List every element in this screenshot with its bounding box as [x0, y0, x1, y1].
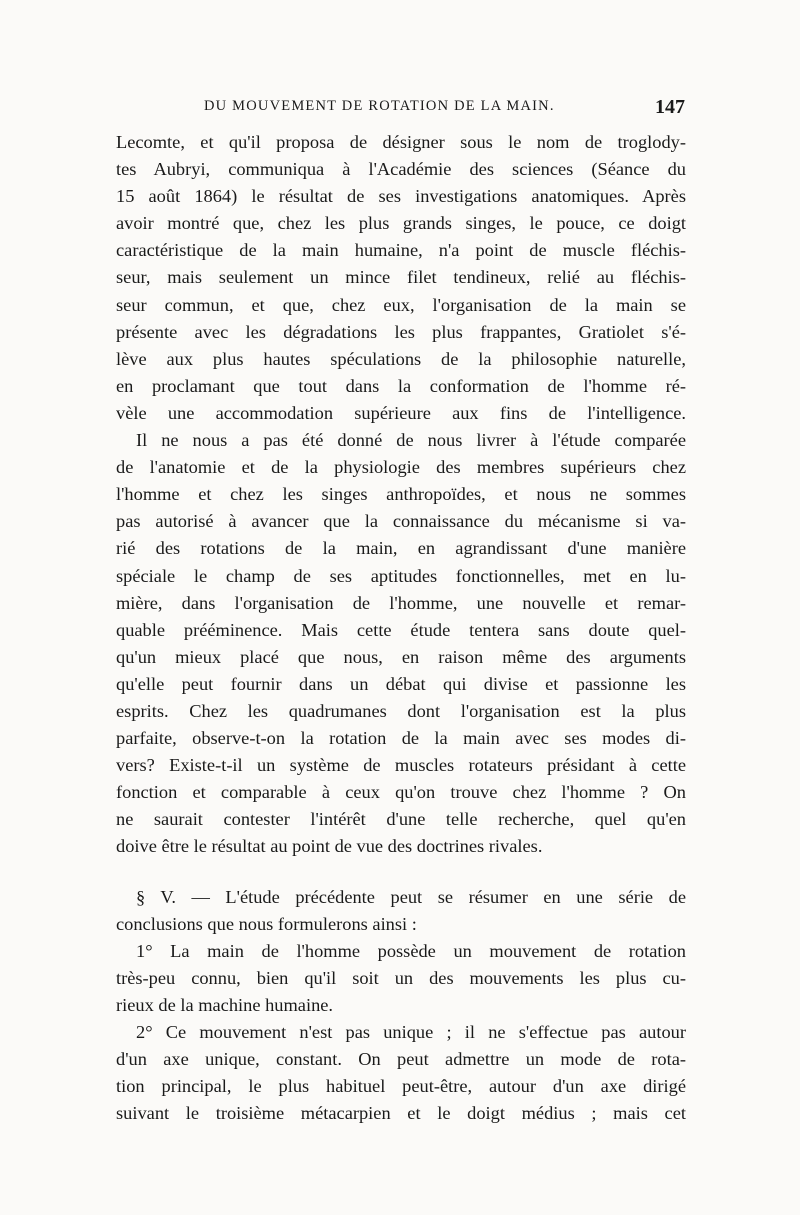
text-line: de l'anatomie et de la physiologie des membres supérieurs chez — [116, 457, 686, 478]
text-line: esprits. Chez les quadrumanes dont l'organisation est la plus — [116, 700, 686, 721]
text-line: rieux de la machine humaine. — [116, 994, 334, 1015]
running-head — [118, 96, 685, 120]
running-title: DU MOUVEMENT DE ROTATION DE LA MAIN. — [204, 98, 555, 114]
text-line: Lecomte, et qu'il proposa de désigner sous le nom de troglody- — [116, 132, 686, 152]
text-line: conclusions que nous formulerons ainsi : — [116, 913, 417, 934]
text-line: vèle une accommodation supérieure aux fins de l'intelligence. — [116, 402, 686, 423]
text-line: mière, dans l'organisation de l'homme, une nouvelle et remar- — [116, 592, 686, 613]
text-line: tes Aubryi, communiqua à l'Académie des sciences (Séance du — [116, 159, 686, 180]
text-line: parfaite, observe-t-on la rotation de la main avec ses modes di- — [116, 728, 686, 749]
text-line: avoir montré que, chez les plus grands singes, le pouce, ce doigt — [116, 213, 686, 234]
text-line: spéciale le champ de ses aptitudes fonctionnelles, met en lu- — [116, 565, 686, 586]
paragraph — [116, 129, 686, 427]
text-line: suivant le troisième métacarpien et le doigt médius ; mais cet — [116, 1103, 686, 1124]
text-line: quable prééminence. Mais cette étude tentera sans doute quel- — [116, 619, 686, 640]
text-line: vers? Existe-t-il un système de muscles rotateurs présidant à cette — [116, 755, 686, 776]
text-line: Il ne nous a pas été donné de nous livrer à l'étude comparée — [136, 430, 686, 451]
text-line: l'homme et chez les singes anthropoïdes, et nous ne sommes — [116, 484, 686, 505]
text-line: 2° Ce mouvement n'est pas unique ; il ne s'effectue pas autour — [136, 1022, 686, 1042]
text-line: ne saurait contester l'intérêt d'une telle recherche, quel qu'en — [116, 809, 686, 830]
text-line: seur commun, et que, chez eux, l'organisation de la main se — [116, 294, 686, 315]
text-line: fonction et comparable à ceux qu'on trouve chez l'homme ? On — [116, 782, 686, 803]
text-line: caractéristique de la main humaine, n'a point de muscle fléchis- — [116, 240, 686, 261]
text-line: qu'elle peut fournir dans un débat qui divise et passionne les — [116, 673, 686, 694]
section-heading-paragraph — [116, 884, 686, 938]
text-line: tion principal, le plus habituel peut-être, autour d'un axe dirigé — [116, 1076, 686, 1097]
text-line: d'un axe unique, constant. On peut admettre un mode de rota- — [116, 1049, 686, 1070]
text-line: 15 août 1864) le résultat de ses investigations anatomiques. Après — [116, 186, 686, 207]
page-number: 147 — [655, 96, 685, 118]
text-line: présente avec les dégradations les plus frappantes, Gratiolet s'é- — [116, 321, 686, 342]
text-line: 1° La main de l'homme possède un mouvement de rotation — [136, 940, 686, 961]
text-line: rié des rotations de la main, en agrandissant d'une manière — [116, 538, 686, 559]
conclusion-item — [116, 938, 686, 1019]
text-line: en proclamant que tout dans la conformation de l'homme ré- — [116, 375, 686, 396]
conclusion-item — [116, 1019, 686, 1127]
text-line: seur, mais seulement un mince filet tendineux, relié au fléchis- — [116, 267, 686, 288]
section-gap — [116, 861, 686, 884]
text-line: qu'un mieux placé que nous, en raison même des arguments — [116, 646, 686, 667]
text-line: § V. — L'étude précédente peut se résumer en une série de — [136, 886, 686, 907]
text-line: pas autorisé à avancer que la connaissance du mécanisme si va- — [116, 511, 686, 532]
paragraph — [116, 427, 686, 861]
text-line: lève aux plus hautes spéculations de la philosophie naturelle, — [116, 348, 686, 369]
text-line: doive être le résultat au point de vue des doctrines rivales. — [116, 836, 543, 857]
text-line: très-peu connu, bien qu'il soit un des mouvements les plus cu- — [116, 967, 686, 988]
body-text — [116, 129, 686, 1127]
